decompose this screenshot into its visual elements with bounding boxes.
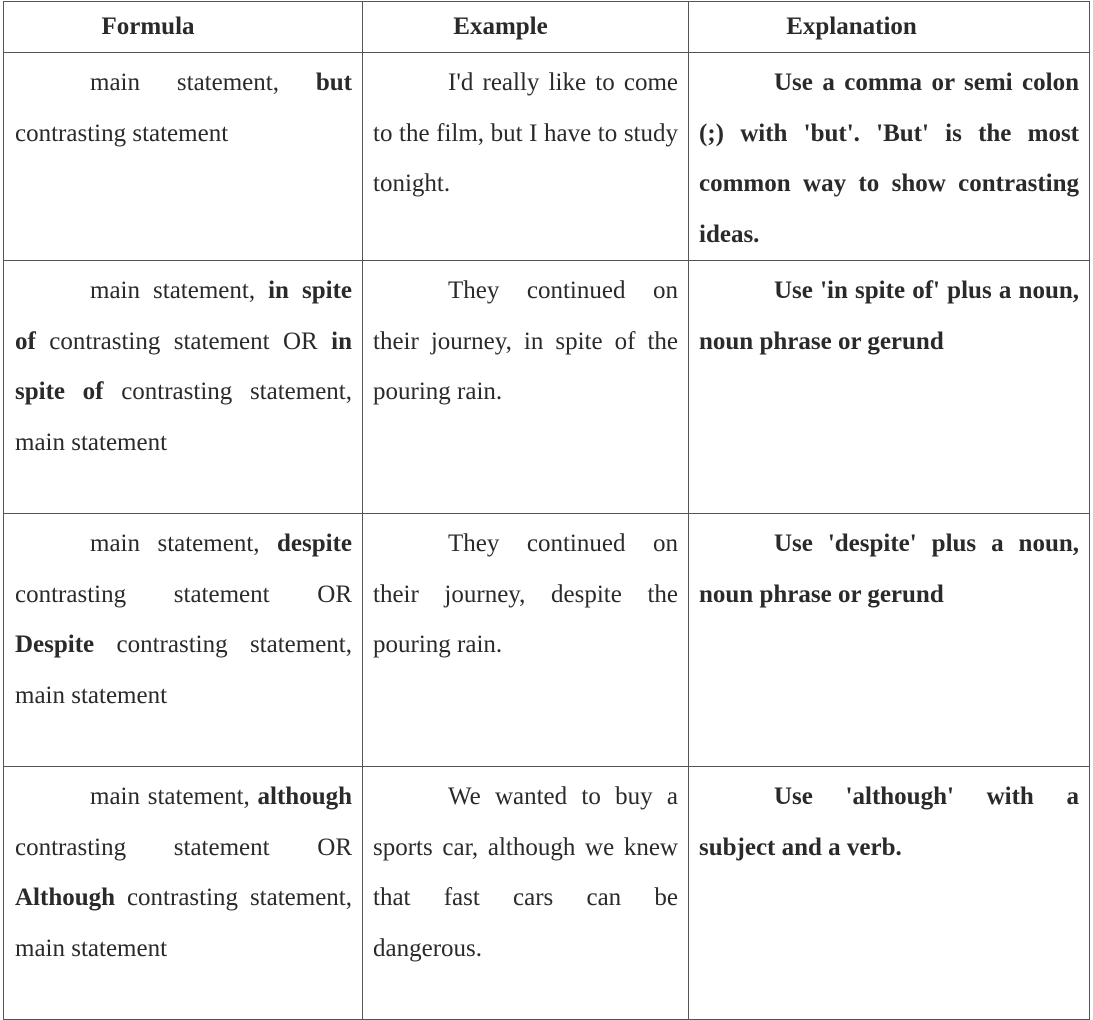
table-row [4,53,1090,261]
example-text: They continued on their journey, despite the pouring rain. [373,530,678,658]
explanation-text: Use 'in spite of' plus a noun, noun phrase or gerund [699,277,1079,355]
example-cell [363,514,689,767]
table-row [4,261,1090,514]
contrast-grammar-table [3,1,1090,1020]
table-row [4,767,1090,1020]
keyword: Although [15,884,116,911]
header-formula: Formula [4,2,363,53]
explanation-cell [689,767,1090,1020]
formula-cell [4,53,363,261]
explanation-cell [689,53,1090,261]
example-cell [363,767,689,1020]
formula-text: main statement, although contrasting statement OR Although contrasting statement, main statement [15,783,352,962]
keyword: although [257,783,352,810]
formula-text: main statement, despite contrasting statement OR Despite contrasting statement, main statement [15,530,352,709]
explanation-text: Use 'despite' plus a noun, noun phrase or gerund [699,530,1079,608]
table-row [4,514,1090,767]
keyword: despite [277,530,352,557]
keyword: but [315,69,352,96]
header-example: Example [363,2,689,53]
example-cell [363,53,689,261]
formula-cell [4,767,363,1020]
keyword: in spite of [15,327,352,405]
explanation-cell [689,514,1090,767]
example-cell [363,261,689,514]
keyword: in spite of [15,277,352,355]
keyword: Despite [15,631,95,658]
formula-cell [4,261,363,514]
header-explanation: Explanation [689,2,1090,53]
example-text: I'd really like to come to the film, but I have to study tonight. [373,69,678,197]
explanation-text: Use a comma or semi colon (;) with 'but'. 'But' is the most common way to show contrasting ideas. [699,69,1079,248]
header-row [4,2,1090,53]
formula-cell [4,514,363,767]
formula-text: main statement, but contrasting statement [15,69,352,147]
example-text: They continued on their journey, in spite of the pouring rain. [373,277,678,405]
formula-text: main statement, in spite of contrasting statement OR in spite of contrasting statement, main statement [15,277,353,456]
explanation-cell [689,261,1090,514]
explanation-text: Use 'although' with a subject and a verb. [699,783,1079,861]
example-text: We wanted to buy a sports car, although we knew that fast cars can be dangerous. [373,783,678,962]
